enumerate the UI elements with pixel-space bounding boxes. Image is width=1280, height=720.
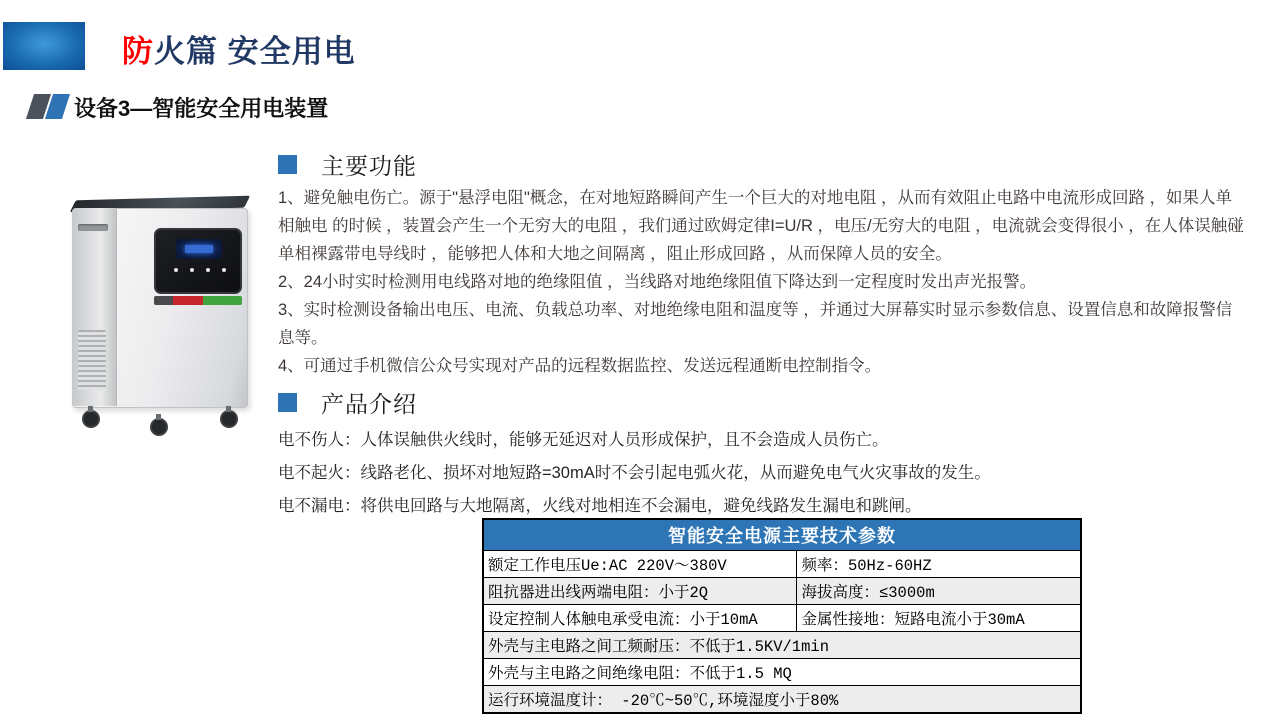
blue-square-bullet-icon [278,155,297,174]
intro-section-heading [278,386,417,419]
features-heading-label: 主要功能 [321,153,417,179]
feature-item: 2、24小时实时检测用电线路对地的绝缘阻值 ，当线路对地绝缘阻值下降达到一定程度时发出声光报警。 [278,273,1037,291]
table-row [483,659,1081,686]
table-cell: 阻抗器进出线两端电阻：小于2Q [483,578,797,605]
device-led-display [176,239,222,259]
device-handle [78,224,108,231]
intro-line: 电不起火：线路老化、损坏对地短路=30mA时不会引起电弧火花，从而避免电气火灾事故的发生。 [278,464,991,482]
device-caster-wheel [150,418,168,436]
table-cell: 运行环境温度计： -20℃~50℃,环境湿度小于80% [483,686,1081,714]
spec-table [482,518,1082,714]
table-row [483,578,1081,605]
header-banner-shape [3,22,85,70]
intro-lines [278,424,1178,523]
table-row [483,686,1081,714]
table-row [483,605,1081,632]
device-display-digits [185,245,213,253]
table-cell: 金属性接地：短路电流小于30mA [797,605,1081,632]
device-caster-wheel [82,410,100,428]
table-row [483,632,1081,659]
stripe-green-segment [203,296,242,305]
feature-item: 3、实时检测设备输出电压、电流、负载总功率、对地绝缘电阻和温度等 ，并通过大屏幕实时显示参数信息、设置信息和故障报警信息等。 [278,301,1233,347]
page-title-red-part: 防 [122,34,154,69]
stripe-dark-segment [154,296,173,305]
intro-heading-label: 产品介绍 [321,391,417,417]
table-cell: 外壳与主电路之间工频耐压：不低于1.5KV/1min [483,632,1081,659]
device-subtitle: 设备3—智能安全用电装置 [74,96,329,121]
device-status-stripe [154,296,242,305]
subtitle-marker-icon [30,94,76,120]
table-cell: 外壳与主电路之间绝缘电阻：不低于1.5 MQ [483,659,1081,686]
table-cell: 额定工作电压Ue:AC 220V～380V [483,551,797,578]
intro-line: 电不伤人：人体误触供火线时，能够无延迟对人员形成保护，且不会造成人员伤亡。 [278,431,889,449]
blue-square-bullet-icon [278,393,297,412]
table-title: 智能安全电源主要技术参数 [483,519,1081,551]
stripe-red-segment [173,296,203,305]
features-section-heading [278,148,417,181]
device-product-image [58,188,258,436]
table-cell: 频率：50Hz-60HZ [797,551,1081,578]
device-caster-wheel [220,410,238,428]
features-list [278,184,1244,380]
table-row [483,551,1081,578]
page-title-rest: 火篇 安全用电 [154,34,356,69]
device-panel-buttons [174,268,226,272]
table-cell: 海拔高度：≤3000m [797,578,1081,605]
page-title [122,26,356,71]
feature-item: 1、避免触电伤亡。源于"悬浮电阻"概念，在对地短路瞬间产生一个巨大的对地电阻 ，从而有效阻止电路中电流形成回路 ，如果人单相触电 的时候 ，装置会产生一个无穷大的电阻 ，我们通过欧姆定律I=U/R ，电压/无穷大的电阻 ，电流就会变得很小 ，在人体误触碰单相裸露带电导线时 ，能够把人体和大地之间隔离 ，阻止形成回路 ，从而保障人员的安全。 [278,189,1244,263]
intro-line: 电不漏电：将供电回路与大地隔离，火线对地相连不会漏电，避免线路发生漏电和跳闸。 [278,497,922,515]
feature-item: 4、可通过手机微信公众号实现对产品的远程数据监控、发送远程通断电控制指令。 [278,357,882,375]
table-cell: 设定控制人体触电承受电流：小于10mA [483,605,797,632]
device-vent-grille [78,330,106,390]
device-control-panel [154,228,242,294]
table-header-row [483,519,1081,551]
